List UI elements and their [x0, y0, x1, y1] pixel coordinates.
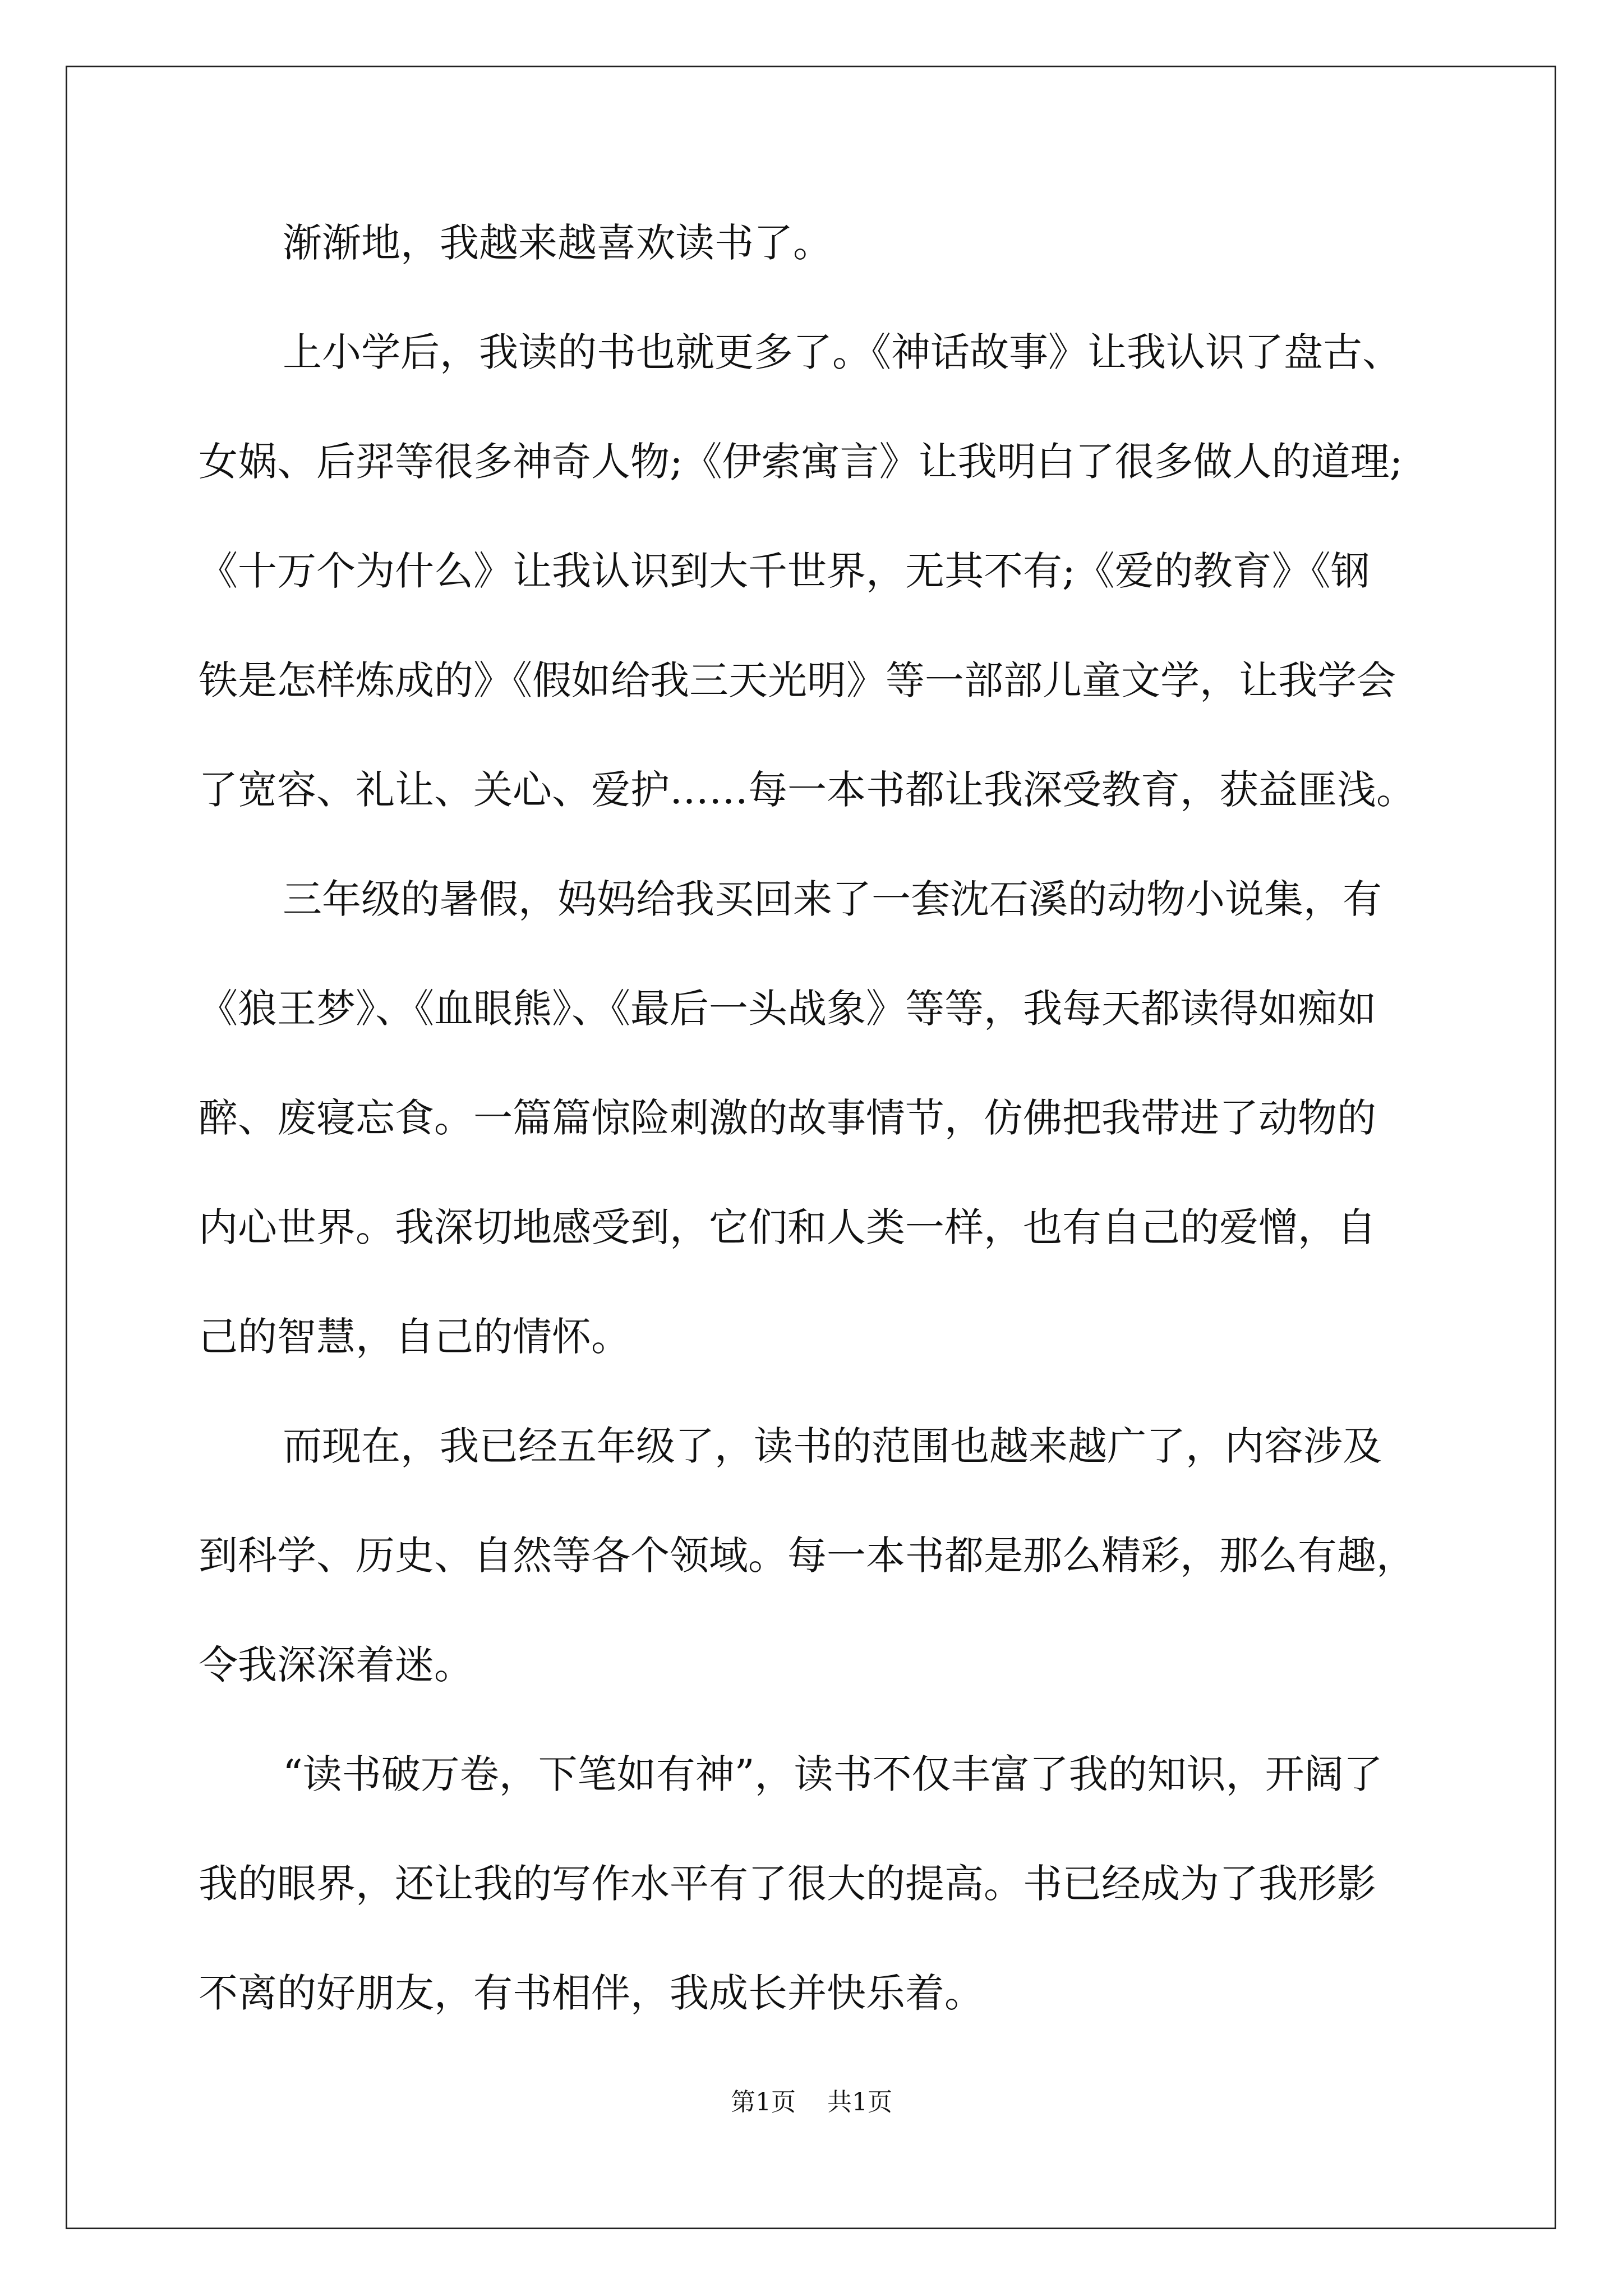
text-line: 《十万个为什么》让我认识到大千世界，无其不有;《爱的教育》《钢 [199, 548, 1370, 594]
page-number: 第1页 [731, 2088, 796, 2116]
text-line: 女娲、后羿等很多神奇人物;《伊索寓言》让我明白了很多做人的道理; [199, 439, 1403, 485]
text-line: 铁是怎样炼成的》《假如给我三天光明》等一部部儿童文学，让我学会 [199, 657, 1396, 703]
text-line: 内心世界。我深切地感受到，它们和人类一样，也有自己的爱憎，自 [199, 1204, 1376, 1250]
text-line: 上小学后，我读的书也就更多了。《神话故事》让我认识了盘古、 [283, 329, 1401, 375]
text-line: 我的眼界，还让我的写作水平有了很大的提高。书已经成为了我形影 [199, 1861, 1376, 1907]
text-line: 了宽容、礼让、关心、爱护……每一本书都让我深受教育，获益匪浅。 [199, 767, 1415, 813]
page-total: 共1页 [827, 2088, 892, 2116]
text-line: 到科学、历史、自然等各个领域。每一本书都是那么精彩，那么有趣， [199, 1533, 1415, 1579]
text-line: 《狼王梦》、《血眼熊》、《最后一头战象》等等，我每天都读得如痴如 [199, 986, 1376, 1032]
document-body [199, 219, 1430, 2078]
text-line: 己的智慧，自己的情怀。 [199, 1314, 630, 1360]
text-line: 三年级的暑假，妈妈给我买回来了一套沈石溪的动物小说集，有 [283, 876, 1382, 922]
text-line: 不离的好朋友，有书相伴，我成长并快乐着。 [199, 1970, 984, 2016]
text-line: 令我深深着迷。 [199, 1642, 473, 1688]
text-line: “读书破万卷，下笔如有神”，读书不仅丰富了我的知识，开阔了 [283, 1751, 1383, 1797]
text-line: 而现在，我已经五年级了，读书的范围也越来越广了，内容涉及 [283, 1423, 1382, 1469]
text-line: 渐渐地，我越来越喜欢读书了。 [283, 220, 832, 266]
text-line: 醉、废寝忘食。一篇篇惊险刺激的故事情节，仿佛把我带进了动物的 [199, 1095, 1376, 1141]
page-footer [0, 2087, 1623, 2118]
